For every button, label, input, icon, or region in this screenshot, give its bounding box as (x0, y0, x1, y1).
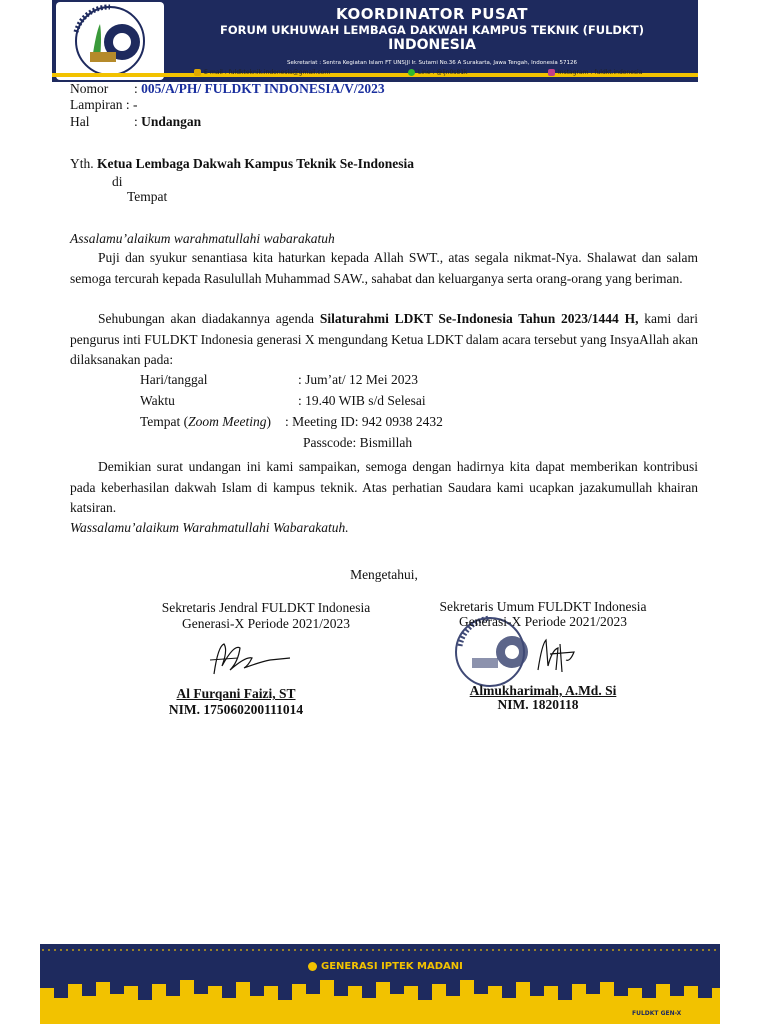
recipient-di: di (112, 174, 123, 189)
signatory-1-nim: NIM. 175060200111014 (168, 702, 304, 717)
paragraph-3: Demikian surat undangan ini kami sampaikan, semoga dengan hadirnya kita dapat memberikan kontribusi pada keberhasilan dakwah Islam di kampus teknik. Atas perhatian Saudara kami ucapkan jazakumullah khairan katsiran. (70, 459, 698, 515)
opening-greeting: Assalamu’alaikum warahmatullahi wabarakatuh (70, 231, 335, 246)
email-icon (194, 69, 201, 76)
bulb-icon (308, 962, 317, 971)
signatory-1-name: Al Furqani Faizi, ST (176, 686, 296, 701)
footer-generation: FULDKT GEN-X (632, 1010, 682, 1017)
contact-line: Line : @ljn0s81k (408, 69, 468, 76)
detail-place-label: Tempat (Zoom Meeting) (140, 414, 272, 429)
line-icon (408, 69, 415, 76)
footer-banner (40, 944, 720, 1024)
fuldkt-logo (56, 2, 164, 80)
signatory-1-period: Generasi-X Periode 2021/2023 (182, 616, 350, 631)
event-name: Silaturahmi LDKT Se-Indonesia Tahun 2023/1444 H, (319, 311, 639, 326)
header-address: Sekretariat : Sentra Kegiatan Islam FT UNS|Jl Ir. Sutami No.36 A Surakarta, Jawa Tengah, Indonesia 57126 (287, 60, 577, 66)
signatory-1-role: Sekretaris Jendral FULDKT Indonesia (161, 600, 371, 615)
recipient-line: Yth. Ketua Lembaga Dakwah Kampus Teknik Se-Indonesia (70, 156, 414, 171)
recipient-place: Tempat (127, 189, 168, 204)
header-title: KOORDINATOR PUSAT (336, 5, 528, 23)
letter-number: 005/A/PH/ FULDKT INDONESIA/V/2023 (141, 81, 385, 96)
footer-wave-pattern (40, 974, 720, 1024)
lampiran-row: Lampiran : - (70, 97, 138, 112)
footer-dot-row (40, 948, 720, 952)
signature-1 (200, 636, 300, 684)
detail-date-label: Hari/tanggal (140, 372, 208, 387)
contact-instagram: Instagram : fuldkt.indonesia (548, 69, 642, 76)
letter-subject: Undangan (141, 114, 202, 129)
contact-row (180, 69, 680, 79)
header-country: INDONESIA (388, 37, 476, 53)
signatory-2-role: Sekretaris Umum FULDKT Indonesia (439, 599, 647, 614)
mengetahui: Mengetahui, (350, 567, 418, 582)
detail-time-value: : 19.40 WIB s/d Selesai (298, 393, 426, 408)
detail-meeting-id: : Meeting ID: 942 0938 2432 (285, 414, 443, 429)
signatory-2-period: Generasi-X Periode 2021/2023 (459, 614, 627, 629)
detail-passcode: Passcode: Bismillah (303, 435, 413, 450)
hal-row: Hal : Undangan (70, 114, 202, 129)
signatory-2-nim: NIM. 1820118 (497, 697, 579, 712)
header-organization: FORUM UKHUWAH LEMBAGA DAKWAH KAMPUS TEKNIK (FULDKT) (220, 23, 644, 37)
contact-email: E-mail : fuldkteknik.indonesia@gmail.com (194, 69, 330, 76)
footer-slogan: GENERASI IPTEK MADANI (308, 961, 463, 972)
paragraph-1: Puji dan syukur senantiasa kita haturkan kepada Allah SWT., atas segala nikmat-Nya. Shalawat dan salam semoga tercurah kepada Rasulullah Muhammad SAW., sahabat dan keluarganya serta orang-orang yang beriman. (70, 250, 698, 286)
signatory-2-name: Almukharimah, A.Md. Si (469, 683, 617, 698)
signature-2 (530, 630, 580, 680)
detail-date-value: : Jum’at/ 12 Mei 2023 (298, 372, 418, 387)
paragraph-2: Sehubungan akan diadakannya agenda Silaturahmi LDKT Se-Indonesia Tahun 2023/1444 H, kami dari pengurus inti FULDKT Indonesia generasi X mengundang Ketua LDKT dalam acara tersebut yang InsyaAllah akan dilaksanakan pada: (70, 311, 699, 367)
instagram-icon (548, 69, 555, 76)
closing-greeting: Wassalamu’alaikum Warahmatullahi Wabarakatuh. (70, 520, 349, 535)
nomor-row: Nomor : 005/A/PH/ FULDKT INDONESIA/V/2023 (70, 81, 385, 96)
detail-time-label: Waktu (140, 393, 175, 408)
